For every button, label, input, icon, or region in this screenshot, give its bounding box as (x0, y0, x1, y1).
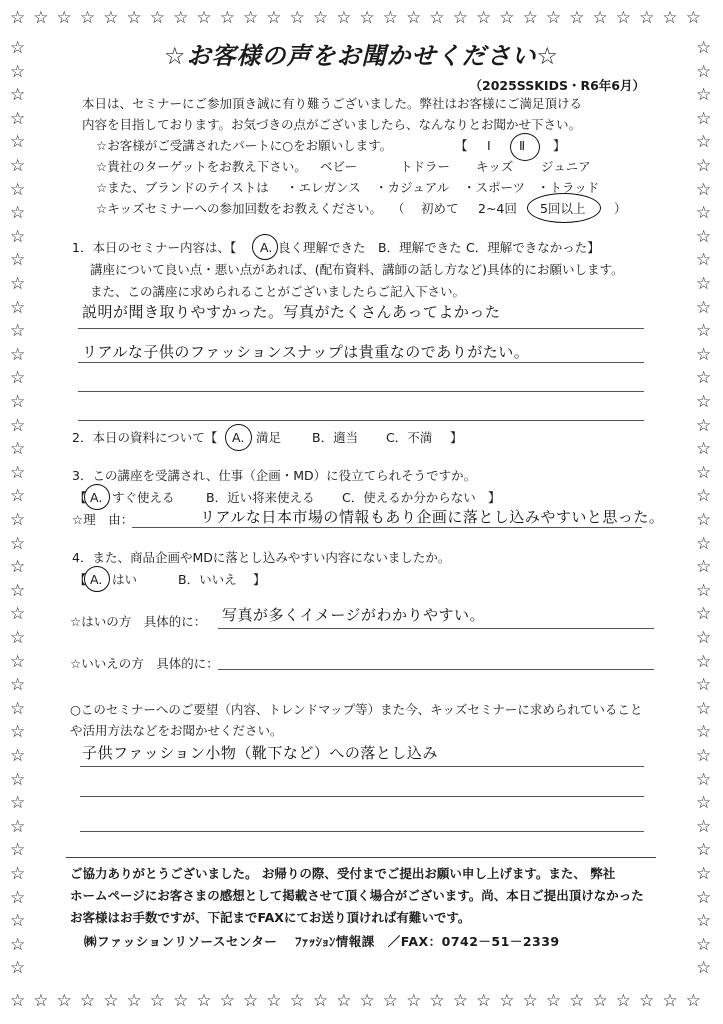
border-star-icon: ☆ (696, 604, 712, 625)
border-star-icon: ☆ (476, 8, 492, 28)
q5-answer-rule-3 (80, 831, 644, 832)
q5-answer-rule-1 (80, 766, 644, 767)
q4-open-bracket: 【 (74, 572, 87, 587)
q1-choice-a-circle-mark (252, 234, 278, 260)
border-star-icon: ☆ (696, 179, 712, 200)
q3-choice-b[interactable]: B．近い将来使える (206, 490, 315, 505)
border-star-icon: ☆ (615, 8, 632, 28)
border-star-icon: ☆ (696, 38, 712, 58)
border-star-icon: ☆ (429, 8, 445, 28)
border-star-icon: ☆ (103, 8, 119, 28)
closing-line-1: ご協力ありがとうございました。 お帰りの際、受付までご提出お願い申し上げます。また、 弊社 (70, 866, 616, 881)
count-close-paren: ） (614, 201, 627, 216)
border-star-icon: ☆ (696, 415, 712, 436)
q2-question: 2．本日の資料について【 (72, 430, 218, 445)
q1-answer-line-2: リアルな子供のファッションスナップは貴重なのでありがたい。 (82, 343, 530, 361)
border-star-icon: ☆ (696, 651, 712, 672)
q2-choice-b[interactable]: B．適当 (312, 430, 359, 445)
q1-choice-a[interactable]: A. (260, 240, 273, 255)
border-star-icon: ☆ (10, 887, 26, 908)
border-star-icon: ☆ (10, 226, 26, 247)
border-star-icon: ☆ (359, 8, 375, 28)
q1-sub-2: また、この講座に求められることがございましたらご記入下さい。 (90, 284, 466, 299)
part-open-bracket: 【 (455, 138, 468, 153)
border-star-icon: ☆ (10, 864, 26, 884)
part-prompt: ☆お客様がご受講されたパートに○をお願いします。 (96, 138, 393, 153)
border-star-icon: ☆ (662, 991, 678, 1011)
target-prompt: ☆貴社のターゲットをお教え下さい。 (96, 159, 307, 174)
border-star-icon: ☆ (10, 958, 26, 979)
border-star-icon: ☆ (10, 250, 26, 271)
border-star-icon: ☆ (696, 722, 712, 743)
border-star-icon: ☆ (696, 510, 712, 530)
border-star-icon: ☆ (10, 108, 26, 129)
border-star-icon: ☆ (10, 132, 26, 153)
border-star-icon: ☆ (33, 8, 49, 28)
border-star-icon: ☆ (10, 61, 26, 82)
border-star-icon: ☆ (149, 8, 166, 28)
border-star-icon: ☆ (696, 156, 712, 176)
q5-line-2: や活用方法などをお聞かせください。 (70, 723, 283, 738)
border-star-icon: ☆ (696, 297, 712, 318)
border-star-icon: ☆ (173, 8, 189, 28)
q2-choice-c[interactable]: C．不満 (386, 430, 433, 445)
border-star-icon: ☆ (615, 991, 632, 1011)
border-star-icon: ☆ (10, 991, 26, 1011)
q1-question: 1．本日のセミナー内容は、【 (72, 240, 237, 255)
border-star-icon: ☆ (266, 8, 282, 28)
taste-option-elegance[interactable]: ・エレガンス (286, 180, 361, 195)
border-star-icon: ☆ (10, 415, 26, 436)
taste-option-casual[interactable]: ・カジュアル (375, 180, 450, 195)
border-star-icon: ☆ (696, 250, 712, 271)
border-star-icon: ☆ (696, 392, 712, 412)
border-star-icon: ☆ (696, 769, 712, 790)
q5-answer: 子供ファッション小物（靴下など）への落とし込み (82, 744, 438, 762)
border-star-icon: ☆ (10, 816, 26, 837)
border-star-icon: ☆ (592, 8, 608, 28)
border-star-icon: ☆ (10, 321, 26, 342)
taste-option-sports[interactable]: ・スポーツ (463, 180, 526, 195)
border-star-icon: ☆ (452, 991, 468, 1011)
border-star-icon: ☆ (336, 8, 352, 28)
border-star-icon: ☆ (10, 580, 26, 601)
border-star-icon: ☆ (289, 991, 305, 1011)
border-star-icon: ☆ (696, 698, 712, 719)
border-star-icon: ☆ (10, 297, 26, 318)
q3-choice-a-label: すぐ使える (112, 490, 175, 505)
border-star-icon: ☆ (196, 991, 212, 1011)
q1-answer-rule-3 (78, 391, 644, 392)
target-option-baby[interactable]: ベビー (320, 159, 358, 174)
border-star-icon: ☆ (79, 991, 96, 1011)
border-star-icon: ☆ (219, 8, 235, 28)
part-option-2-circle-mark (510, 133, 540, 161)
border-star-icon: ☆ (662, 8, 678, 28)
border-star-icon: ☆ (10, 722, 26, 743)
border-star-icon: ☆ (10, 85, 26, 106)
count-option-2-4[interactable]: 2~4回 (478, 201, 517, 216)
border-star-icon: ☆ (10, 510, 26, 530)
q4-close-bracket: 】 (253, 572, 266, 587)
border-star-icon: ☆ (696, 557, 712, 578)
border-star-icon: ☆ (429, 991, 445, 1011)
count-prompt: ☆キッズセミナーへの参加回数をお教えください。 (96, 201, 382, 216)
q4-choice-a-circle-mark (84, 566, 110, 592)
count-5plus-circle-mark (527, 193, 601, 223)
border-star-icon: ☆ (10, 392, 26, 412)
q1-choice-c[interactable]: C．理解できなかった】 (466, 240, 600, 255)
q3-close-bracket: 】 (488, 490, 501, 505)
q4-choice-b[interactable]: B．いいえ (178, 572, 237, 587)
border-star-icon: ☆ (103, 991, 119, 1011)
border-star-icon: ☆ (79, 8, 96, 28)
q2-choice-a[interactable]: A. (232, 430, 245, 445)
border-star-icon: ☆ (696, 675, 712, 696)
q2-choice-a-circle-mark (225, 424, 252, 451)
border-star-icon: ☆ (10, 274, 26, 294)
q3-open-bracket: 【 (74, 490, 87, 505)
border-star-icon: ☆ (696, 934, 712, 955)
border-star-icon: ☆ (196, 8, 212, 28)
border-star-icon: ☆ (312, 8, 329, 28)
border-star-icon: ☆ (289, 8, 305, 28)
closing-line-3: お客様はお手数ですが、下記までFAXにてお送り頂ければ有難いです。 (70, 910, 471, 925)
border-star-icon: ☆ (696, 816, 712, 837)
q1-sub-1: 講座について良い点・悪い点があれば、(配布資料、講師の話し方など)具体的にお願いします。 (90, 262, 624, 277)
count-option-5plus[interactable]: 5回以上 (540, 201, 586, 216)
border-star-icon: ☆ (359, 991, 375, 1011)
border-star-icon: ☆ (696, 132, 712, 153)
border-star-icon: ☆ (126, 991, 142, 1011)
q3-choice-c[interactable]: C．使えるか分からない (342, 490, 476, 505)
border-star-icon: ☆ (696, 840, 712, 861)
border-star-icon: ☆ (10, 675, 26, 696)
border-star-icon: ☆ (56, 8, 72, 28)
border-star-icon: ☆ (10, 462, 26, 483)
border-star-icon: ☆ (452, 8, 468, 28)
border-star-icon: ☆ (696, 274, 712, 294)
border-star-icon: ☆ (10, 628, 26, 648)
border-star-icon: ☆ (10, 840, 26, 861)
border-star-icon: ☆ (696, 368, 712, 389)
closing-line-2: ホームページにお客さまの感想として掲載させて頂く場合がございます。尚、本日ご提出頂けなかった (70, 888, 644, 903)
taste-prompt: ☆また、ブランドのテイストは (96, 180, 269, 195)
border-star-icon: ☆ (696, 486, 712, 507)
border-star-icon: ☆ (476, 991, 492, 1011)
survey-version: （2025SSKIDS・R6年6月） (469, 78, 645, 93)
q2-choice-a-label: 満足 (256, 430, 282, 445)
border-star-icon: ☆ (56, 991, 72, 1011)
border-star-icon: ☆ (696, 462, 712, 483)
border-star-icon: ☆ (696, 533, 712, 554)
border-star-icon: ☆ (10, 203, 26, 224)
q3-reason-answer: リアルな日本市場の情報もあり企画に落とし込みやすいと思った。 (200, 508, 665, 526)
q1-answer-rule-1 (78, 328, 644, 329)
border-star-icon: ☆ (10, 769, 26, 790)
q5-line-1: ○このセミナーへのご要望（内容、トレンドマップ等）また今、キッズセミナーに求められていること (70, 702, 643, 717)
closing-separator (66, 857, 656, 858)
border-star-icon: ☆ (696, 226, 712, 247)
border-star-icon: ☆ (545, 991, 562, 1011)
border-star-icon: ☆ (696, 793, 712, 814)
q4-choice-a-label: はい (112, 572, 138, 587)
border-star-icon: ☆ (696, 911, 712, 932)
q1-choice-b[interactable]: B．理解できた (378, 240, 462, 255)
border-star-icon: ☆ (696, 321, 712, 342)
border-star-icon: ☆ (406, 991, 422, 1011)
border-star-icon: ☆ (10, 746, 26, 766)
border-star-icon: ☆ (336, 991, 352, 1011)
company-contact: ㈱ファッションリソースセンター ﾌｧｯｼｮﾝ情報課 ／FAX：0742－51－2339 (84, 934, 560, 949)
border-star-icon: ☆ (522, 991, 538, 1011)
border-star-icon: ☆ (33, 991, 49, 1011)
target-option-kids[interactable]: キッズ (476, 159, 514, 174)
border-star-icon: ☆ (126, 8, 142, 28)
target-option-toddler[interactable]: トドラー (400, 159, 451, 174)
border-star-icon: ☆ (569, 8, 585, 28)
q4-yes-label: ☆はいの方 具体的に： (70, 614, 207, 629)
border-star-icon: ☆ (266, 991, 282, 1011)
border-star-icon: ☆ (522, 8, 538, 28)
q3-choice-a[interactable]: A. (90, 490, 103, 505)
border-star-icon: ☆ (406, 8, 422, 28)
q4-no-label: ☆いいえの方 具体的に： (70, 656, 219, 671)
border-star-icon: ☆ (10, 439, 26, 460)
q3-choice-a-circle-mark (84, 484, 110, 510)
border-star-icon: ☆ (696, 203, 712, 224)
target-option-junior[interactable]: ジュニア (541, 159, 591, 174)
border-star-icon: ☆ (696, 628, 712, 648)
q1-choice-a-label: 良く理解できた (278, 240, 366, 255)
intro-line-1: 本日は、セミナーにご参加頂き誠に有り難うございました。弊社はお客様にご満足頂ける (82, 96, 583, 111)
q1-answer-rule-4 (78, 420, 644, 421)
border-star-icon: ☆ (569, 991, 585, 1011)
border-star-icon: ☆ (10, 368, 26, 389)
border-star-icon: ☆ (685, 8, 701, 28)
border-star-icon: ☆ (10, 533, 26, 554)
border-star-icon: ☆ (382, 991, 399, 1011)
border-star-icon: ☆ (545, 8, 562, 28)
border-star-icon: ☆ (243, 991, 259, 1011)
count-open-paren: （ (392, 201, 405, 216)
border-star-icon: ☆ (243, 8, 259, 28)
q5-answer-rule-2 (80, 796, 644, 797)
count-option-first[interactable]: 初めて (421, 201, 459, 216)
border-star-icon: ☆ (696, 61, 712, 82)
page-title: ☆お客様の声をお聞かせください☆ (163, 42, 560, 70)
border-star-icon: ☆ (10, 793, 26, 814)
q3-reason-rule (132, 527, 642, 528)
q3-question: 3．この講座を受講され、仕事（企画・MD）に役立てられそうですか。 (72, 468, 477, 483)
border-star-icon: ☆ (10, 698, 26, 719)
border-star-icon: ☆ (10, 934, 26, 955)
border-star-icon: ☆ (592, 991, 608, 1011)
border-star-icon: ☆ (10, 651, 26, 672)
border-star-icon: ☆ (696, 439, 712, 460)
border-star-icon: ☆ (10, 911, 26, 932)
border-star-icon: ☆ (696, 85, 712, 106)
part-option-2[interactable]: Ⅱ (519, 138, 526, 153)
q4-question: 4．また、商品企画やMDに落とし込みやすい内容にないましたか。 (72, 550, 451, 565)
border-star-icon: ☆ (639, 8, 655, 28)
border-star-icon: ☆ (10, 156, 26, 176)
taste-option-trad[interactable]: ・トラッド (537, 180, 600, 195)
q4-yes-answer: 写真が多くイメージがわかりやすい。 (222, 606, 486, 624)
border-star-icon: ☆ (10, 179, 26, 200)
border-star-icon: ☆ (639, 991, 655, 1011)
q1-answer-rule-2 (78, 362, 644, 363)
border-star-icon: ☆ (312, 991, 329, 1011)
q4-choice-a[interactable]: A. (90, 572, 103, 587)
q4-no-rule (218, 669, 654, 670)
border-star-icon: ☆ (499, 991, 515, 1011)
border-star-icon: ☆ (499, 8, 515, 28)
border-star-icon: ☆ (382, 8, 399, 28)
border-star-icon: ☆ (696, 887, 712, 908)
border-star-icon: ☆ (696, 108, 712, 129)
border-star-icon: ☆ (10, 486, 26, 507)
border-star-icon: ☆ (10, 38, 26, 58)
border-star-icon: ☆ (685, 991, 701, 1011)
part-close-bracket: 】 (553, 138, 566, 153)
q4-yes-rule (218, 628, 654, 629)
border-star-icon: ☆ (696, 958, 712, 979)
border-star-icon: ☆ (10, 604, 26, 625)
q3-reason-label: ☆理 由： (72, 512, 134, 527)
part-option-1[interactable]: Ⅰ (487, 138, 491, 153)
border-star-icon: ☆ (696, 344, 712, 365)
border-star-icon: ☆ (10, 557, 26, 578)
border-star-icon: ☆ (219, 991, 235, 1011)
border-star-icon: ☆ (696, 746, 712, 766)
border-star-icon: ☆ (173, 991, 189, 1011)
border-star-icon: ☆ (696, 864, 712, 884)
intro-line-2: 内容を目指しております。お気づきの点がございましたら、なんなりとお聞かせ下さい。 (82, 117, 582, 132)
q1-answer-line-1: 説明が聞き取りやすかった。写真がたくさんあってよかった (82, 303, 501, 321)
q2-close-bracket: 】 (450, 430, 463, 445)
border-star-icon: ☆ (10, 344, 26, 365)
border-star-icon: ☆ (696, 580, 712, 601)
border-star-icon: ☆ (149, 991, 166, 1011)
border-star-icon: ☆ (10, 8, 26, 28)
